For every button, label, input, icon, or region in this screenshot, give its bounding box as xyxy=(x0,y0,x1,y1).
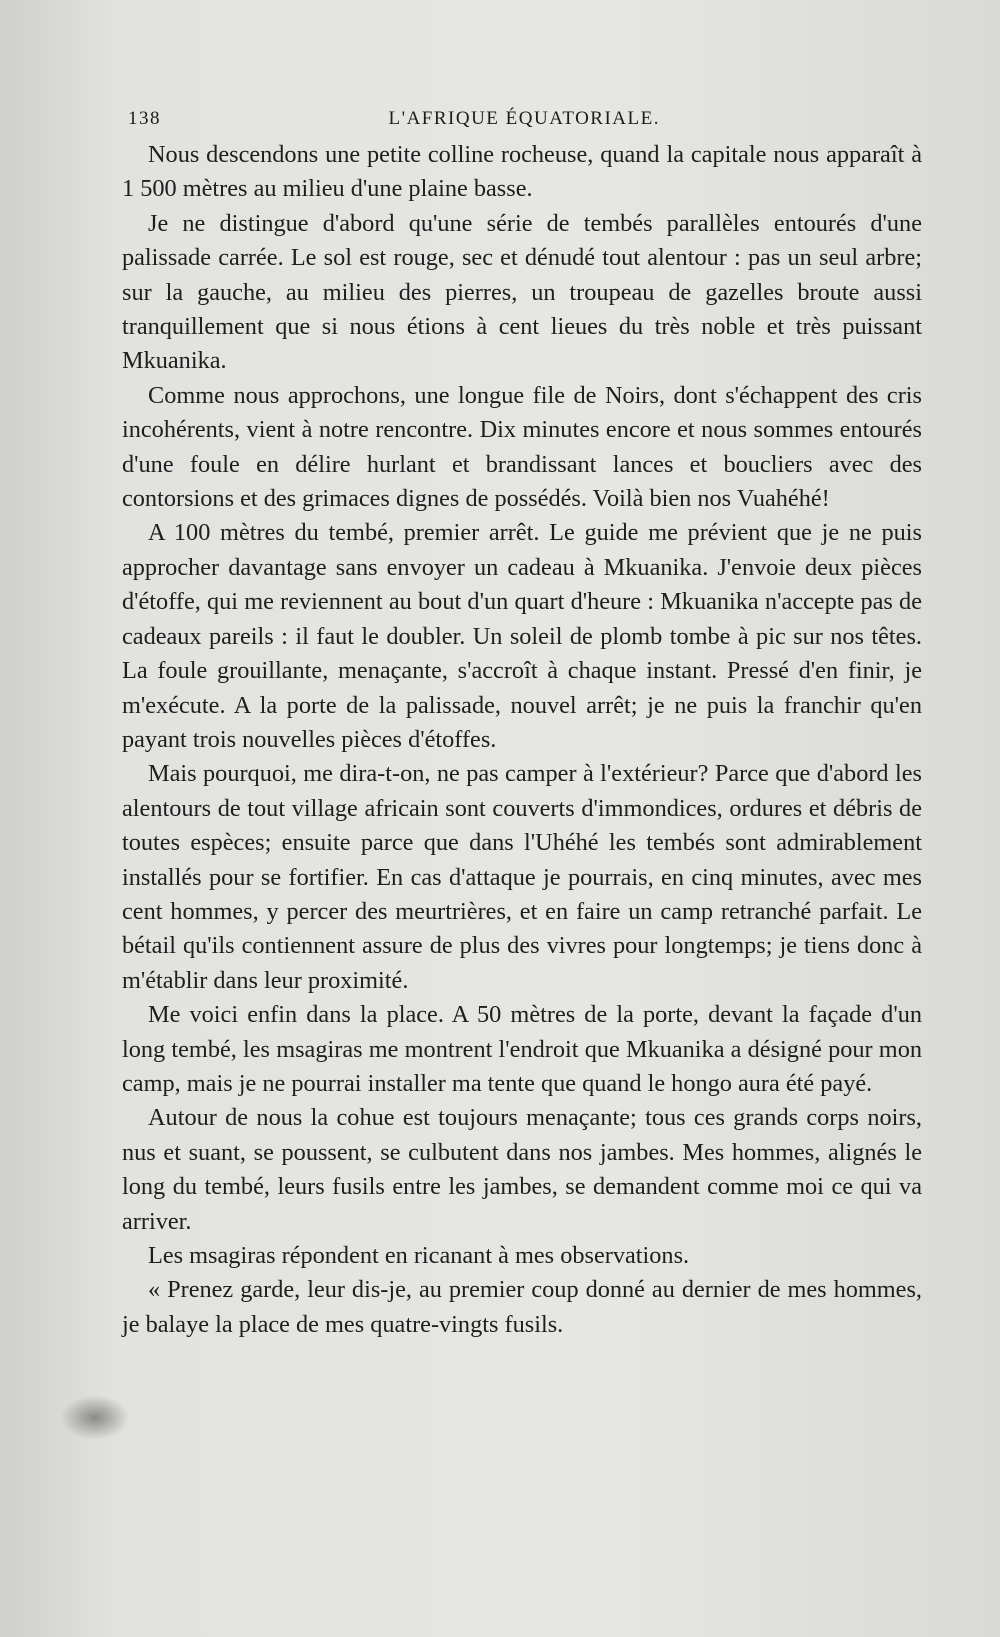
body-text xyxy=(122,138,922,1342)
paragraph: Je ne distingue d'abord qu'une série de tembés parallèles entourés d'une palissade carrée. Le sol est rouge, sec et dénudé tout alentour : pas un seul arbre; sur la gauche, au milieu des pierres, un troupeau de gazelles broute aussi tranquillement que si nous étions à cent lieues du très noble et très puissant Mkuanika. xyxy=(122,209,922,375)
paragraph: A 100 mètres du tembé, premier arrêt. Le guide me prévient que je ne puis approcher davantage sans envoyer un cadeau à Mkuanika. J'envoie deux pièces d'étoffe, qui me reviennent au bout d'un quart d'heure : Mkuanika n'accepte pas de cadeaux pareils : il faut le doubler. Un soleil de plomb tombe à pic sur nos têtes. La foule grouillante, menaçante, s'accroît à chaque instant. Pressé d'en finir, je m'exécute. A la porte de la palissade, nouvel arrêt; je ne puis la franchir qu'en payant trois nouvelles pièces d'étoffes. xyxy=(122,519,922,753)
paragraph: Mais pourquoi, me dira-t-on, ne pas camper à l'extérieur? Parce que d'abord les alentours de tout village africain sont couverts d'immondices, ordures et débris de toutes espèces; ensuite parce que dans l'Uhéhé les tembés sont admirablement installés pour se fortifier. En cas d'attaque je pourrais, en cinq minutes, avec mes cent hommes, y percer des meurtrières, et en faire un camp retranché parfait. Le bétail qu'ils contiennent assure de plus des vivres pour longtemps; je tiens donc à m'établir dans leur proximité. xyxy=(122,760,922,994)
paragraph: « Prenez garde, leur dis-je, au premier coup donné au dernier de mes hommes, je balaye la place de mes quatre-vingts fusils. xyxy=(122,1276,922,1338)
page-header xyxy=(128,108,660,130)
page-number: 138 xyxy=(128,108,161,129)
ink-smudge xyxy=(60,1395,130,1440)
paragraph: Me voici enfin dans la place. A 50 mètres de la porte, devant la façade d'un long tembé, les msagiras me montrent l'endroit que Mkuanika a désigné pour mon camp, mais je ne pourrai installer ma tente que quand le hongo aura été payé. xyxy=(122,1001,922,1097)
paragraph: Les msagiras répondent en ricanant à mes observations. xyxy=(148,1242,690,1269)
paragraph: Comme nous approchons, une longue file de Noirs, dont s'échappent des cris incohérents, vient à notre rencontre. Dix minutes encore et nous sommes entourés d'une foule en délire hurlant et brandissant lances et boucliers avec des contorsions et des grimaces dignes de possédés. Voilà bien nos Vuahéhé! xyxy=(122,381,922,513)
paragraph: Autour de nous la cohue est toujours menaçante; tous ces grands corps noirs, nus et suant, se poussent, se culbutent dans nos jambes. Mes hommes, alignés le long du tembé, leurs fusils entre les jambes, se demandent comme moi ce qui va arriver. xyxy=(122,1104,922,1235)
paragraph: Nous descendons une petite colline rocheuse, quand la capitale nous apparaît à 1 500 mètres au milieu d'une plaine basse. xyxy=(122,141,922,203)
running-title: L'AFRIQUE ÉQUATORIALE. xyxy=(388,108,660,129)
